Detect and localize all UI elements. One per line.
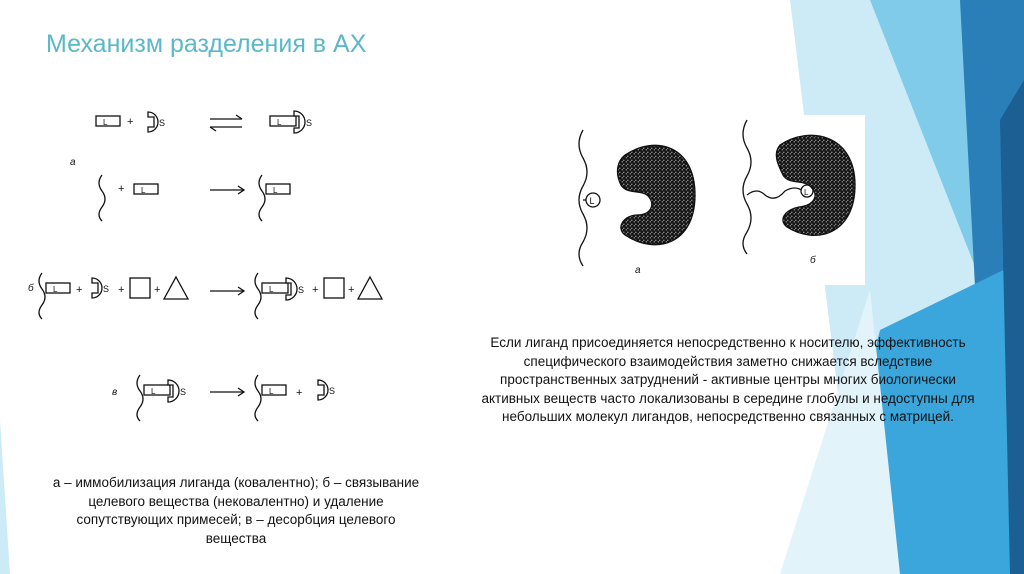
row3-immobilized-ligand xyxy=(39,273,70,319)
row1-plus: + xyxy=(127,116,134,128)
row1-substance xyxy=(148,112,165,132)
svg-text:б: б xyxy=(810,255,816,266)
row3-plus5: + xyxy=(348,284,355,296)
row2-arrow xyxy=(210,186,244,194)
row3-triangle-removed xyxy=(358,277,382,299)
svg-text:L: L xyxy=(141,186,146,195)
svg-text:L: L xyxy=(277,118,282,127)
ligand-access-figure xyxy=(565,115,865,285)
svg-text:S: S xyxy=(103,284,110,294)
svg-text:L: L xyxy=(151,387,156,396)
svg-text:S: S xyxy=(159,118,166,128)
row2-ligand xyxy=(134,184,158,195)
row4-bound-complex xyxy=(137,375,186,421)
row3-arrow xyxy=(210,287,244,295)
row2-matrix xyxy=(99,175,105,221)
label-b: б xyxy=(28,283,34,294)
row4-released-substance xyxy=(318,380,335,400)
row1-equilibrium-arrows xyxy=(210,115,242,131)
deco-left-sliver xyxy=(0,420,10,574)
svg-text:S: S xyxy=(298,285,305,295)
row3-plus2: + xyxy=(118,284,125,296)
row2-plus: + xyxy=(118,183,125,195)
row4-plus: + xyxy=(296,387,303,399)
row3-plus4: + xyxy=(312,284,319,296)
row3-plus3: + xyxy=(154,284,161,296)
separation-scheme xyxy=(30,95,410,415)
label-v: в xyxy=(112,387,118,398)
row3-bound-complex xyxy=(255,273,304,319)
row3-plus1: + xyxy=(76,284,83,296)
svg-text:L: L xyxy=(269,387,274,396)
svg-text:L: L xyxy=(589,196,595,206)
explanation-text: Если лиганд присоединяется непосредственно к носителю, эффективность специфического взаимодействия заметно снижается вследствие пространственных затруднений - активные центры многих биологически активных веществ часто локализованы в середине глобулы и недоступны для небольших молекул лигандов, непосредственно связанных с матрицей. xyxy=(481,335,975,424)
row1-complex xyxy=(270,111,312,133)
row3-square-impurity xyxy=(130,278,150,298)
svg-text:L: L xyxy=(273,186,278,195)
svg-text:а: а xyxy=(635,265,641,276)
label-a: а xyxy=(70,157,76,168)
svg-text:L: L xyxy=(269,285,274,294)
row4-arrow xyxy=(210,388,244,396)
svg-text:S: S xyxy=(329,386,336,396)
row3-square-removed xyxy=(324,278,344,298)
row3-substance xyxy=(92,278,109,298)
scheme-caption: а – иммобилизация лиганда (ковалентно); б – связывание целевого вещества (нековалентно) и удаление сопутствующих примесей; в – десорбция целевого вещества xyxy=(52,475,420,546)
svg-text:L: L xyxy=(103,118,108,127)
row3-triangle-impurity xyxy=(164,277,188,299)
svg-text:S: S xyxy=(180,387,187,397)
svg-text:S: S xyxy=(306,118,313,128)
svg-text:L: L xyxy=(804,188,809,197)
row4-immobilized-ligand xyxy=(255,375,286,421)
row1-ligand xyxy=(96,116,120,127)
page-title: Механизм разделения в АХ xyxy=(46,30,367,58)
svg-text:L: L xyxy=(53,285,58,294)
row2-immobilized-ligand xyxy=(259,175,290,221)
